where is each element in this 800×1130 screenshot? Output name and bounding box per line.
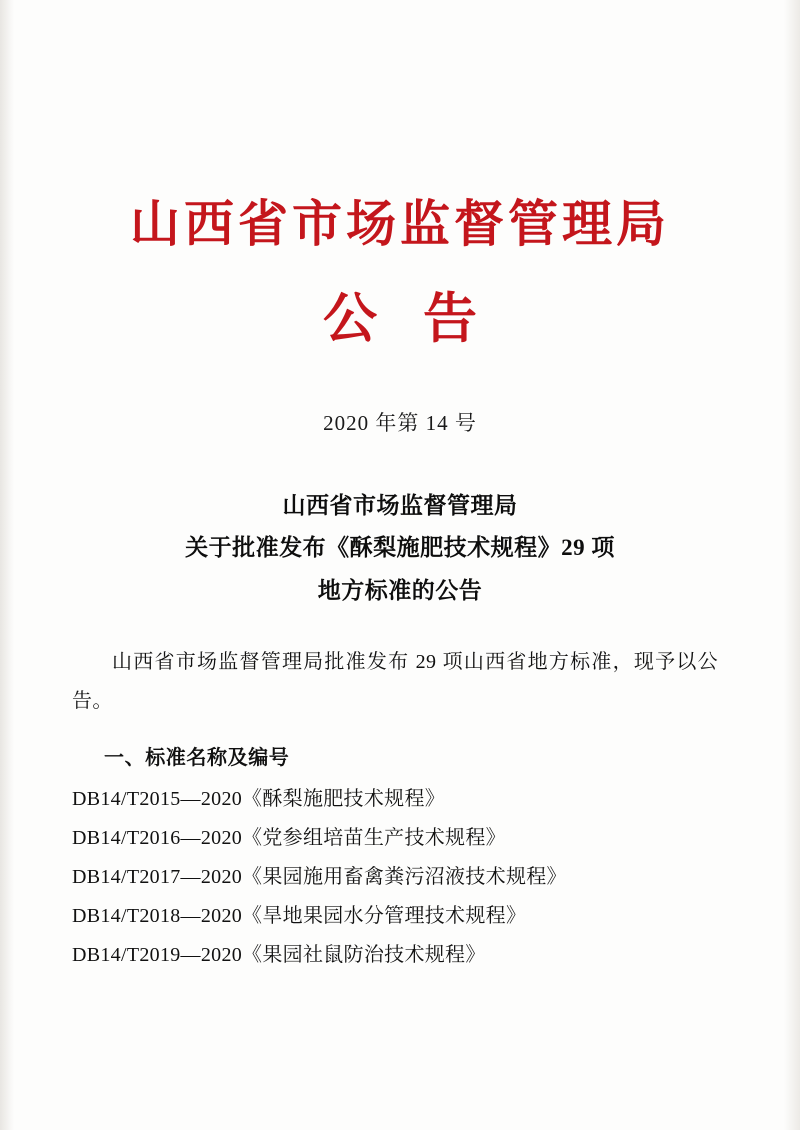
issuing-organization-title: 山西省市场监督管理局 bbox=[130, 196, 670, 252]
document-number: 2020 年第 14 号 bbox=[323, 410, 477, 435]
document-headline bbox=[60, 485, 740, 613]
document-type-title: 公告 bbox=[323, 288, 523, 349]
list-item: DB14/T2018—2020《旱地果园水分管理技术规程》 bbox=[72, 904, 527, 927]
headline-line-2: 关于批准发布《酥梨施肥技术规程》29 项 bbox=[185, 535, 615, 561]
list-item: DB14/T2016—2020《党参组培苗生产技术规程》 bbox=[72, 826, 506, 849]
list-item: DB14/T2015—2020《酥梨施肥技术规程》 bbox=[72, 787, 446, 810]
list-item: DB14/T2017—2020《果园施用畜禽粪污沼液技术规程》 bbox=[72, 865, 567, 888]
standards-list bbox=[60, 780, 740, 975]
headline-line-3: 地方标准的公告 bbox=[317, 577, 483, 603]
headline-line-1: 山西省市场监督管理局 bbox=[282, 492, 518, 518]
announcement-paragraph: 山西省市场监督管理局批准发布 29 项山西省地方标准，现予以公告。 bbox=[72, 650, 718, 712]
list-item: DB14/T2019—2020《果园社鼠防治技术规程》 bbox=[72, 943, 486, 966]
section-heading-standards: 一、标准名称及编号 bbox=[104, 746, 290, 769]
document-content bbox=[60, 0, 740, 1130]
